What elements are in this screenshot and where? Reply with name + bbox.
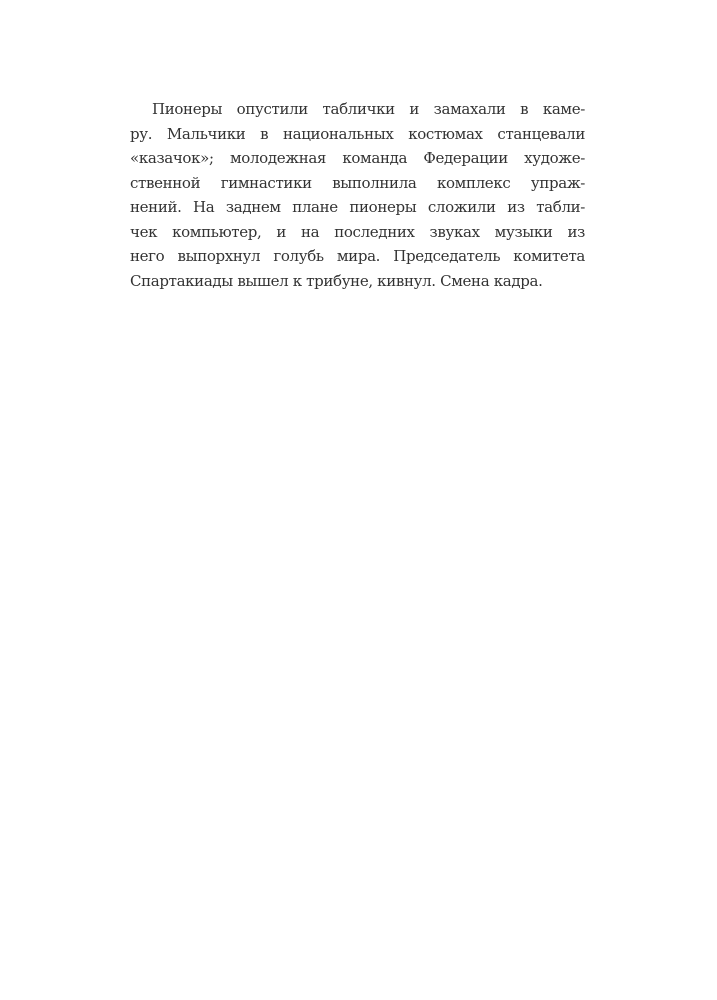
text-line: Пионеры опустили таблички и замахали в каме- — [152, 100, 585, 118]
text-line: чек компьютер, и на последних звуках музыки из — [130, 222, 585, 241]
text-line: ру. Мальчики в национальных костюмах станцевали — [130, 124, 585, 143]
text-line: ственной гимнастики выполнила комплекс упраж- — [130, 173, 585, 192]
text-line: него выпорхнул голубь мира. Председатель комитета — [130, 247, 585, 265]
text-line: «казачок»; молодежная команда Федерации художе- — [130, 149, 585, 167]
text-line: Спартакиады вышел к трибуне, кивнул. Смена кадра. — [130, 271, 543, 290]
body-paragraph — [130, 97, 585, 293]
text-line: нений. На заднем плане пионеры сложили из табли- — [130, 198, 585, 216]
